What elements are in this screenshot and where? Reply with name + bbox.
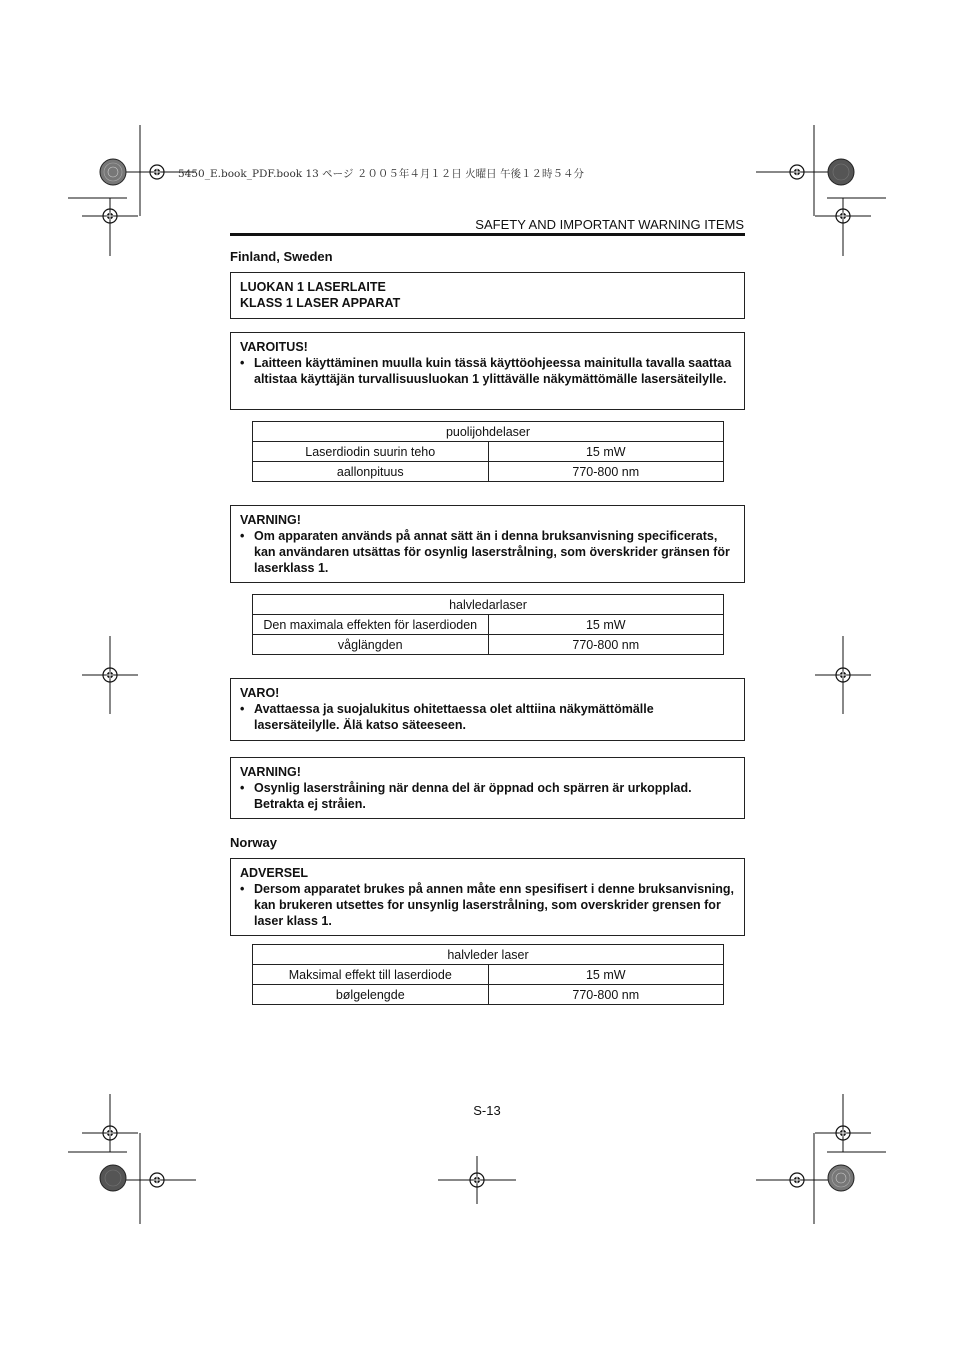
bullet: • (240, 882, 245, 896)
warning-text: Om apparaten används på annat sätt än i denna bruksanvisning specificerats, kan användaren utsättas för osynlig laserstrålning, som överskrider gränsen för laserklass 1. (254, 529, 730, 575)
warning-box-varning (230, 505, 745, 583)
warning-box-adversel (230, 858, 745, 936)
table-cell-label: Maksimal effekt till laserdiode (253, 965, 489, 985)
table-cell-value: 770-800 nm (488, 462, 724, 482)
table-cell-value: 770-800 nm (488, 635, 724, 655)
page-number: S-13 (473, 1103, 501, 1118)
warning-title: VARNING! (240, 765, 301, 779)
section-label-norway: Norway (230, 835, 277, 850)
warning-box-varo (230, 678, 745, 741)
laser-class-box (230, 272, 745, 319)
table-row (253, 985, 724, 1005)
bullet: • (240, 702, 245, 716)
table-cell-value: 15 mW (488, 442, 724, 462)
laser-spec-table-no (252, 944, 724, 1005)
laser-spec-table-fi (252, 421, 724, 482)
table-cell-label: aallonpituus (253, 462, 489, 482)
table-cell-label: Laserdiodin suurin teho (253, 442, 489, 462)
table-header: halvleder laser (253, 945, 724, 965)
table-cell-label: Den maximala effekten för laserdioden (253, 615, 489, 635)
table-cell-value: 770-800 nm (488, 985, 724, 1005)
warning-title: VARO! (240, 686, 280, 700)
header-rule (230, 233, 745, 236)
table-row (253, 635, 724, 655)
bullet: • (240, 781, 245, 795)
bullet: • (240, 529, 245, 543)
table-header-row (253, 422, 724, 442)
warning-box-varoitus (230, 332, 745, 410)
table-header: halvledarlaser (253, 595, 724, 615)
table-row (253, 462, 724, 482)
table-row (253, 615, 724, 635)
warning-text: Laitteen käyttäminen muulla kuin tässä käyttöohjeessa mainitulla tavalla saattaa altistaa käyttäjän turvallisuusluokan 1 ylittävälle näkymättömälle lasersäteilylle. (254, 356, 732, 386)
laser-class-se: KLASS 1 LASER APPARAT (240, 296, 401, 310)
warning-title: VAROITUS! (240, 340, 308, 354)
table-header-row (253, 595, 724, 615)
table-row (253, 442, 724, 462)
laser-spec-table-se (252, 594, 724, 655)
table-cell-label: våglängden (253, 635, 489, 655)
warning-text: Osynlig laserstråining när denna del är öppnad och spärren är urkopplad. Betrakta ej stråien. (254, 781, 692, 811)
table-row (253, 965, 724, 985)
print-info: 5450_E.book_PDF.book 13 ページ ２００５年４月１２日 火曜日 午後１２時５４分 (178, 168, 584, 180)
table-header: puolijohdelaser (253, 422, 724, 442)
warning-title: ADVERSEL (240, 866, 309, 880)
warning-text: Dersom apparatet brukes på annen måte enn spesifisert i denne bruksanvisning, kan brukeren utsettes for unsynlig laserstrålning, som overskrider grensen for laser klass 1. (254, 882, 735, 928)
warning-text: Avattaessa ja suojalukitus ohitettaessa olet alttiina näkymättömälle lasersäteilylle. Älä katso säteeseen. (254, 702, 654, 732)
section-label-finland-sweden: Finland, Sweden (230, 249, 333, 264)
bullet: • (240, 356, 245, 370)
table-header-row (253, 945, 724, 965)
warning-title: VARNING! (240, 513, 301, 527)
warning-box-varning-2 (230, 757, 745, 819)
laser-class-fi: LUOKAN 1 LASERLAITE (240, 280, 386, 294)
table-cell-value: 15 mW (488, 615, 724, 635)
table-cell-value: 15 mW (488, 965, 724, 985)
table-cell-label: bølgelengde (253, 985, 489, 1005)
page-header-title: SAFETY AND IMPORTANT WARNING ITEMS (475, 217, 744, 232)
